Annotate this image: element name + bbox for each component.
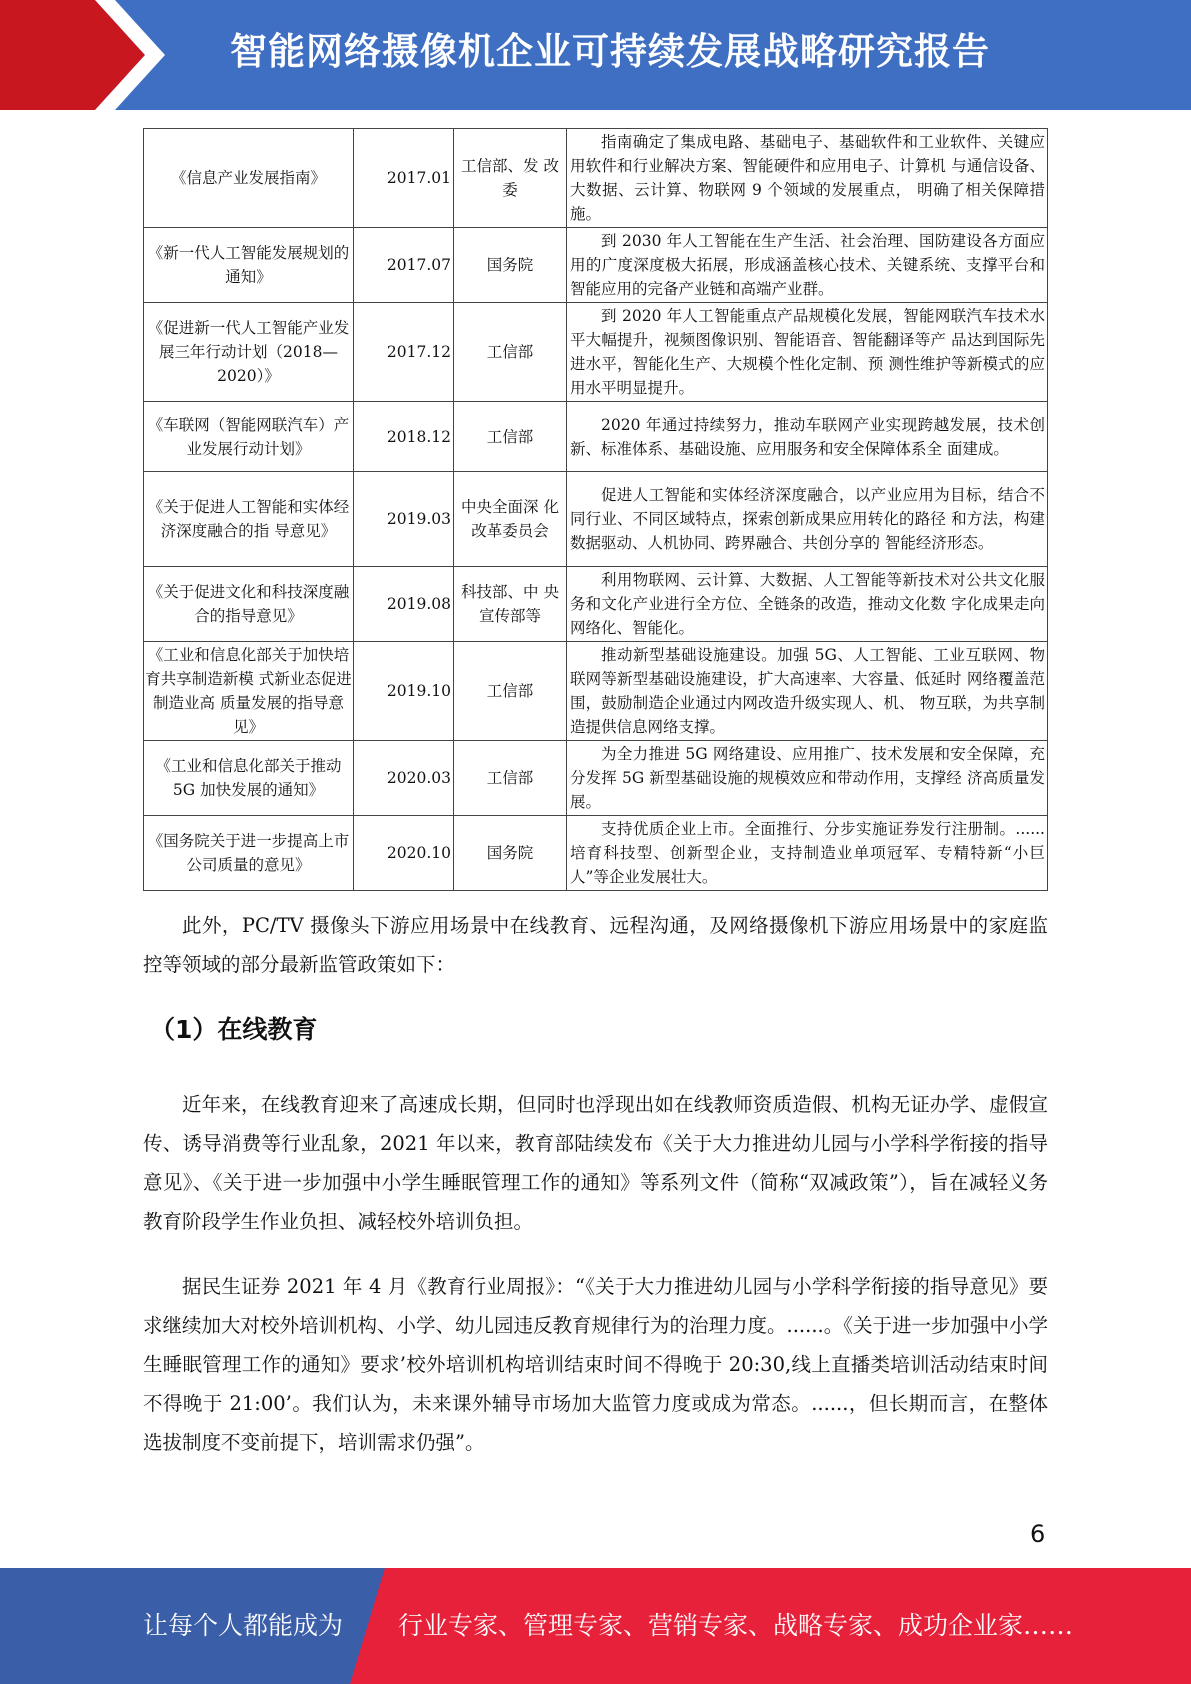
- table-row: [144, 472, 1048, 567]
- policy-dept: 工信部、发 改委: [454, 129, 567, 228]
- page-number: 6: [1030, 1520, 1046, 1548]
- policy-date: 2019.08: [354, 567, 454, 642]
- policy-date: 2020.03: [354, 741, 454, 816]
- policy-desc: 利用物联网、云计算、大数据、人工智能等新技术对公共文化服务和文化产业进行全方位、全链条的改造，推动文化数 字化成果走向网络化、智能化。: [570, 571, 1045, 637]
- policy-desc: 支持优质企业上市。全面推行、分步实施证券发行注册制。......培育科技型、创新型企业，支持制造业单项冠军、专精特新“小巨人”等企业发展壮大。: [570, 820, 1045, 886]
- page-footer: [0, 1568, 1191, 1684]
- table-row: [144, 303, 1048, 402]
- policy-name: 《促进新一代人工智能产业发展三年行动计划（2018—2020）》: [144, 303, 354, 402]
- policy-name: 《信息产业发展指南》: [144, 129, 354, 228]
- policy-dept: 工信部: [454, 402, 567, 472]
- policy-desc: 到 2020 年人工智能重点产品规模化发展，智能网联汽车技术水平大幅提升，视频图像识别、智能语音、智能翻译等产 品达到国际先进水平，智能化生产、大规模个性化定制、预 测性维护等新模式的应用水平明显提升。: [570, 307, 1045, 397]
- policy-name: 《关于促进文化和科技深度融合的指导意见》: [144, 567, 354, 642]
- policy-dept: 工信部: [454, 303, 567, 402]
- policy-date: 2017.07: [354, 228, 454, 303]
- policy-name: 《工业和信息化部关于加快培育共享制造新模 式新业态促进制造业高 质量发展的指导意见》: [144, 642, 354, 741]
- policy-desc: 推动新型基础设施建设。加强 5G、人工智能、工业互联网、物联网等新型基础设施建设，扩大高速率、大容量、低延时 网络覆盖范围，鼓励制造企业通过内网改造升级实现人、机、 物互联，为共享制造提供信息网络支撑。: [570, 646, 1045, 736]
- policy-table: [143, 128, 1048, 891]
- policy-desc: 促进人工智能和实体经济深度融合，以产业应用为目标，结合不同行业、不同区域特点，探索创新成果应用转化的路径 和方法，构建数据驱动、人机协同、跨界融合、共创分享的 智能经济形态。: [570, 486, 1045, 552]
- policy-name: 《工业和信息化部关于推动 5G 加快发展的通知》: [144, 741, 354, 816]
- policy-desc: 2020 年通过持续努力，推动车联网产业实现跨越发展，技术创新、标准体系、基础设施、应用服务和安全保障体系全 面建成。: [570, 415, 1045, 458]
- table-row: [144, 402, 1048, 472]
- policy-date: 2018.12: [354, 402, 454, 472]
- policy-name: 《关于促进人工智能和实体经济深度融合的指 导意见》: [144, 472, 354, 567]
- table-row: [144, 816, 1048, 891]
- table-row: [144, 642, 1048, 741]
- footer-slogan-right: 行业专家、管理专家、营销专家、战略专家、成功企业家……: [398, 1611, 1074, 1640]
- policy-desc: 为全力推进 5G 网络建设、应用推广、技术发展和安全保障，充分发挥 5G 新型基础设施的规模效应和带动作用，支撑经 济高质量发展。: [570, 745, 1045, 811]
- table-row: [144, 567, 1048, 642]
- report-title: 智能网络摄像机企业可持续发展战略研究报告: [230, 30, 990, 73]
- policy-date: 2019.03: [354, 472, 454, 567]
- table-row: [144, 228, 1048, 303]
- table-row: [144, 741, 1048, 816]
- body-paragraph-2: 据民生证券 2021 年 4 月《教育行业周报》：“《关于大力推进幼儿园与小学科学衔接的指导意见》要求继续加大对校外培训机构、小学、幼儿园违反教育规律行为的治理力度。......。《关于进一步加强中小学生睡眠管理工作的通知》要求’校外培训机构培训结束时间不得晚于 20:30,线上直播类培训活动结束时间不得晚于 21:00’。我们认为，未来课外辅导市场加大监管力度或成为常态。......，但长期而言，在整体选拔制度不变前提下，培训需求仍强”。: [143, 1275, 1048, 1454]
- policy-dept: 科技部、中 央宣传部等: [454, 567, 567, 642]
- policy-dept: 国务院: [454, 816, 567, 891]
- intro-paragraph: 此外，PC/TV 摄像头下游应用场景中在线教育、远程沟通，及网络摄像机下游应用场景中的家庭监控等领域的部分最新监管政策如下：: [143, 914, 1048, 976]
- policy-desc: 到 2030 年人工智能在生产生活、社会治理、国防建设各方面应用的广度深度极大拓展，形成涵盖核心技术、关键系统、支撑平台和智能应用的完备产业链和高端产业群。: [570, 232, 1045, 298]
- policy-dept: 工信部: [454, 741, 567, 816]
- policy-name: 《国务院关于进一步提高上市公司质量的意见》: [144, 816, 354, 891]
- footer-slogan-left: 让每个人都能成为: [143, 1611, 344, 1640]
- policy-dept: 工信部: [454, 642, 567, 741]
- body-paragraph-1: 近年来，在线教育迎来了高速成长期，但同时也浮现出如在线教师资质造假、机构无证办学、虚假宣传、诱导消费等行业乱象，2021 年以来，教育部陆续发布《关于大力推进幼儿园与小学科学衔接的指导意见》、《关于进一步加强中小学生睡眠管理工作的通知》等系列文件（简称“双减政策”），旨在减轻义务教育阶段学生作业负担、减轻校外培训负担。: [143, 1093, 1048, 1233]
- policy-desc: 指南确定了集成电路、基础电子、基础软件和工业软件、关键应用软件和行业解决方案、智能硬件和应用电子、计算机 与通信设备、大数据、云计算、物联网 9 个领域的发展重点， 明确了相关保障措施。: [570, 133, 1045, 223]
- section-heading: （1）在线教育: [150, 1015, 318, 1044]
- policy-name: 《车联网（智能网联汽车）产业发展行动计划》: [144, 402, 354, 472]
- policy-date: 2019.10: [354, 642, 454, 741]
- policy-date: 2017.01: [354, 129, 454, 228]
- policy-dept: 中央全面深 化改革委员会: [454, 472, 567, 567]
- policy-dept: 国务院: [454, 228, 567, 303]
- policy-name: 《新一代人工智能发展规划的通知》: [144, 228, 354, 303]
- policy-date: 2017.12: [354, 303, 454, 402]
- policy-date: 2020.10: [354, 816, 454, 891]
- table-row: [144, 129, 1048, 228]
- page-header: [0, 0, 1191, 110]
